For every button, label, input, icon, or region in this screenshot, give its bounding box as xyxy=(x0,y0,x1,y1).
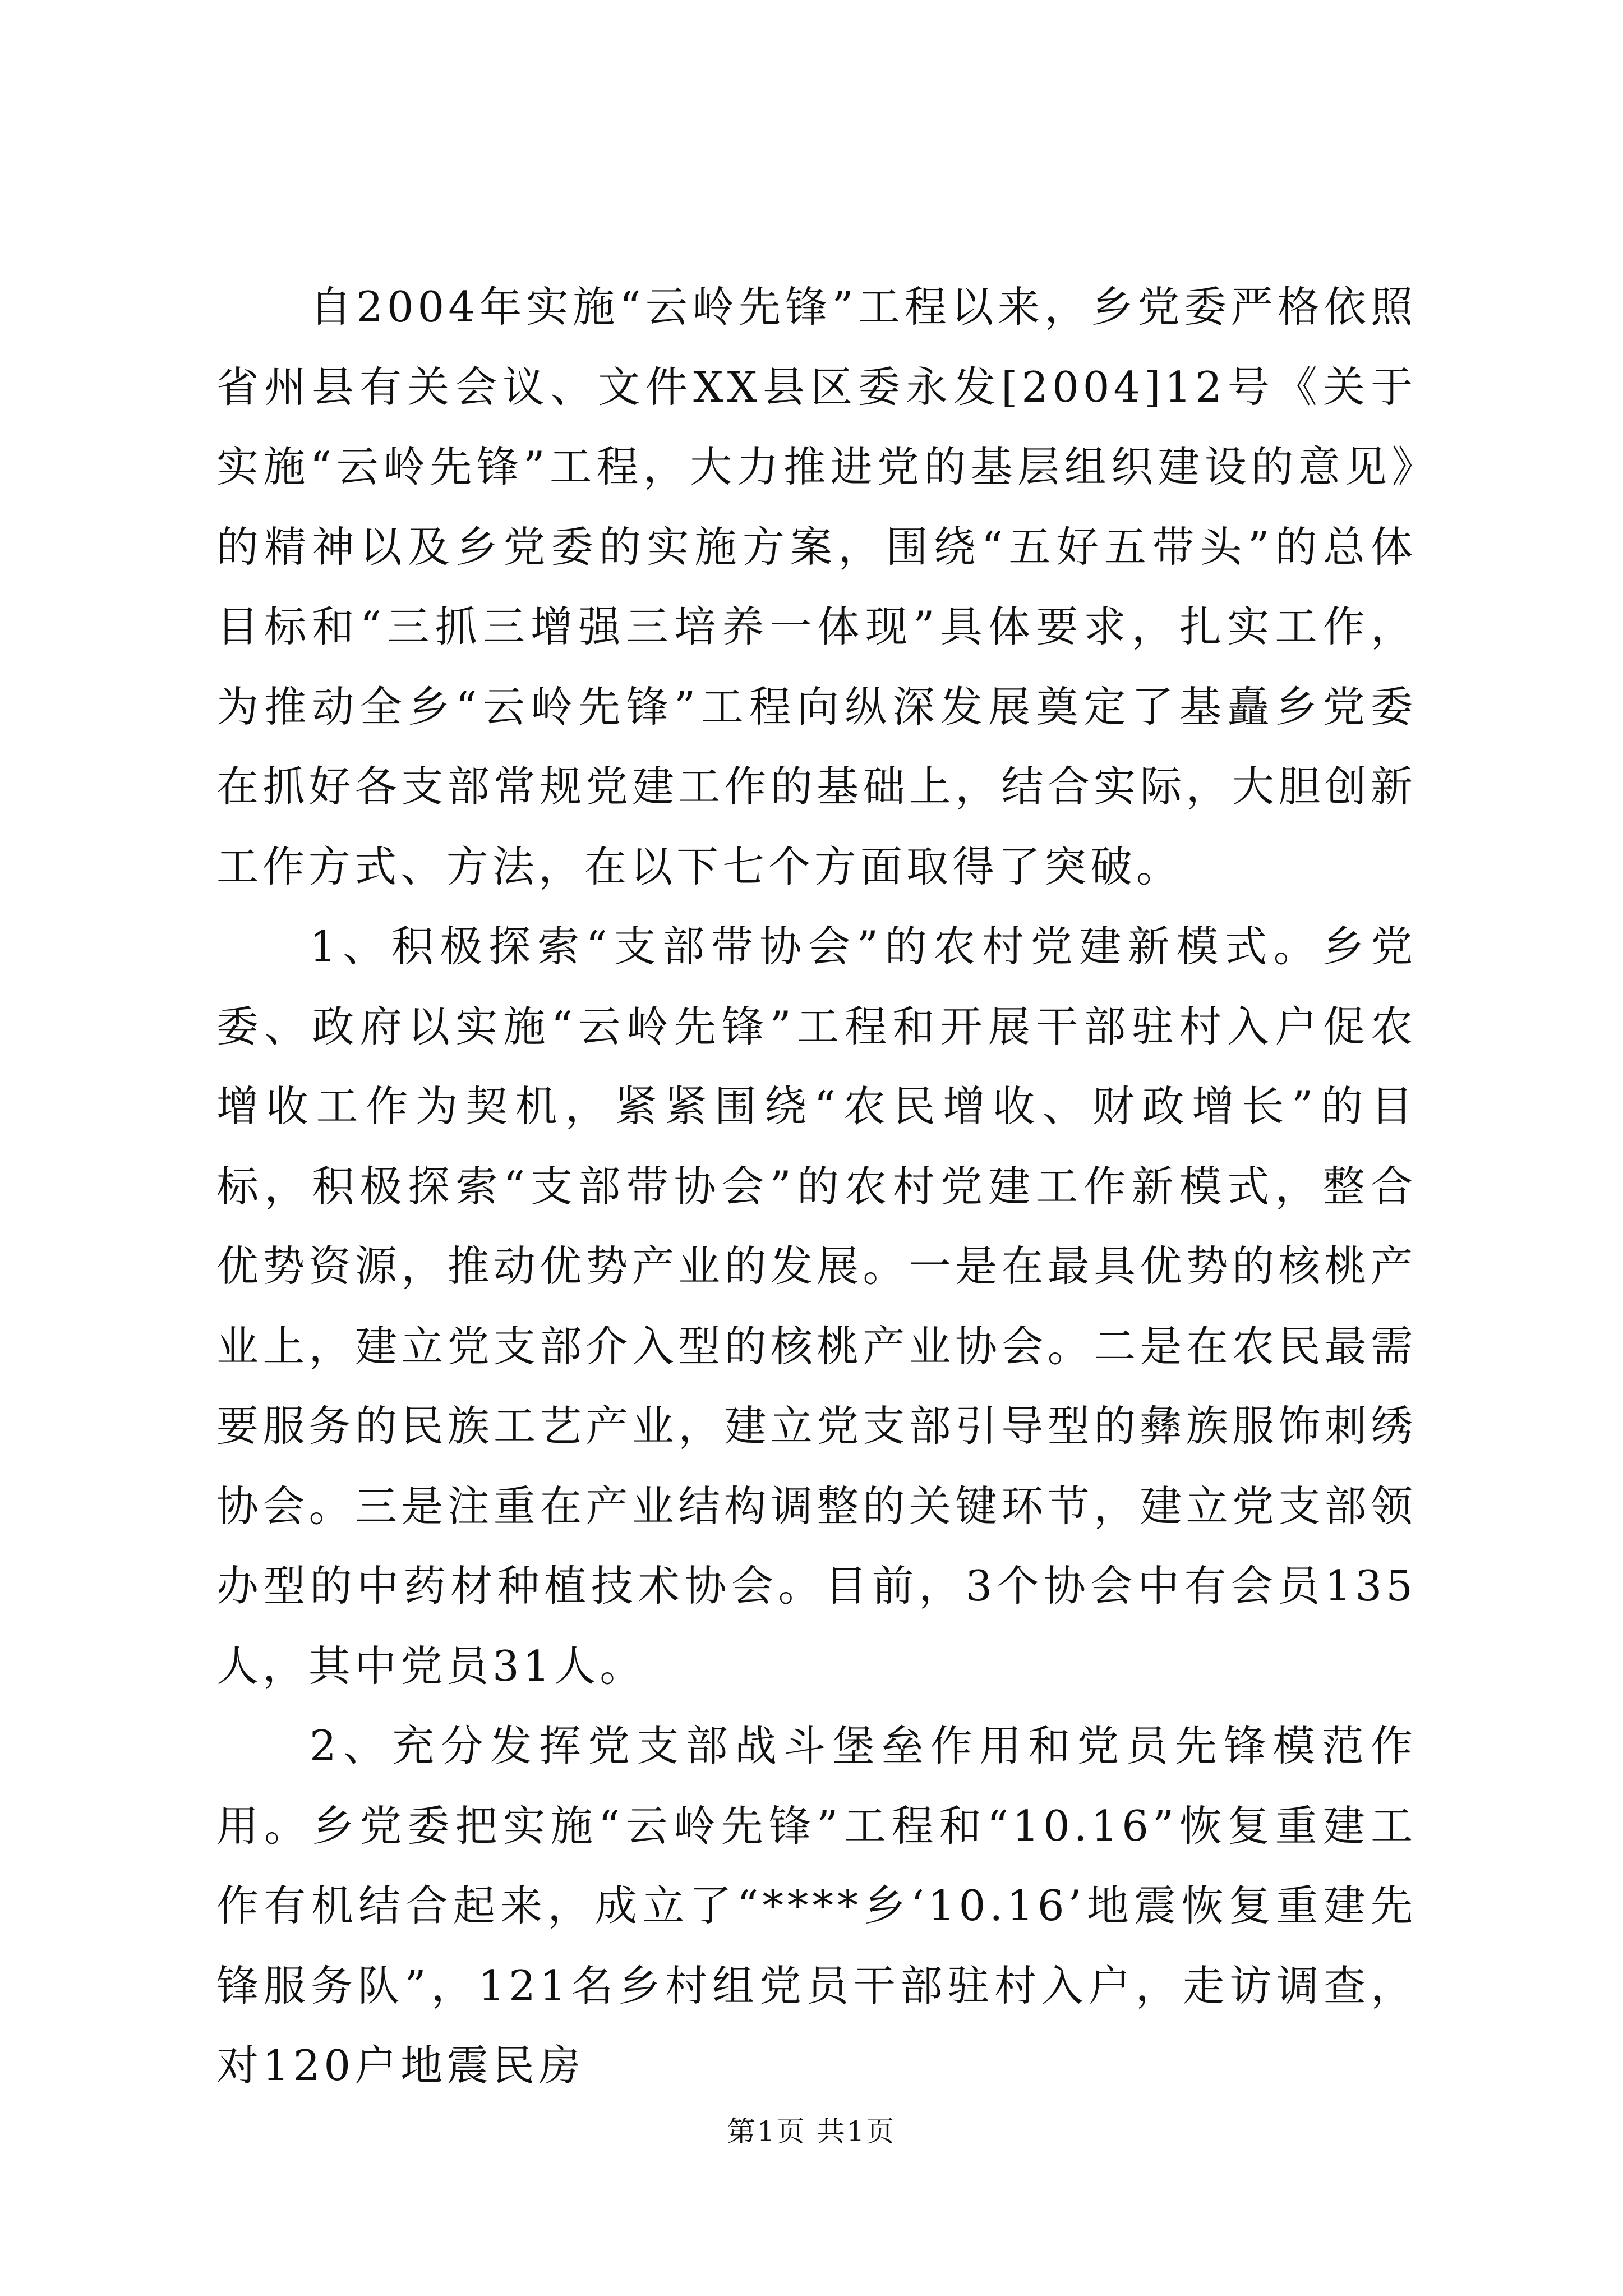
document-body xyxy=(216,267,1417,2106)
paragraph-item-1: 1、积极探索“支部带协会”的农村党建新模式。乡党委、政府以实施“云岭先锋”工程和开展干部驻村入户促农增收工作为契机，紧紧围绕“农民增收、财政增长”的目标，积极探索“支部带协会”的农村党建工作新模式，整合优势资源，推动优势产业的发展。一是在最具优势的核桃产业上，建立党支部介入型的核桃产业协会。二是在农民最需要服务的民族工艺产业，建立党支部引导型的彝族服饰刺绣协会。三是注重在产业结构调整的关键环节，建立党支部领办型的中药材种植技术协会。目前，3个协会中有会员135人，其中党员31人。 xyxy=(216,922,1417,1691)
paragraph-item-2: 2、充分发挥党支部战斗堡垒作用和党员先锋模范作用。乡党委把实施“云岭先锋”工程和“10.16”恢复重建工作有机结合起来，成立了“****乡‘10.16’地震恢复重建先锋服务队”，121名乡村组党员干部驻村入户，走访调查，对120户地震民房 xyxy=(216,1721,1417,2090)
paragraph-intro: 自2004年实施“云岭先锋”工程以来，乡党委严格依照省州县有关会议、文件XX县区委永发[2004]12号《关于实施“云岭先锋”工程，大力推进党的基层组织建设的意见》的精神以及乡党委的实施方案，围绕“五好五带头”的总体目标和“三抓三增强三培养一体现”具体要求，扎实工作，为推动全乡“云岭先锋”工程向纵深发展奠定了基矗乡党委在抓好各支部常规党建工作的基础上，结合实际，大胆创新工作方式、方法，在以下七个方面取得了突破。 xyxy=(216,282,1417,891)
page-footer: 第1页 共1页 xyxy=(727,2115,896,2148)
